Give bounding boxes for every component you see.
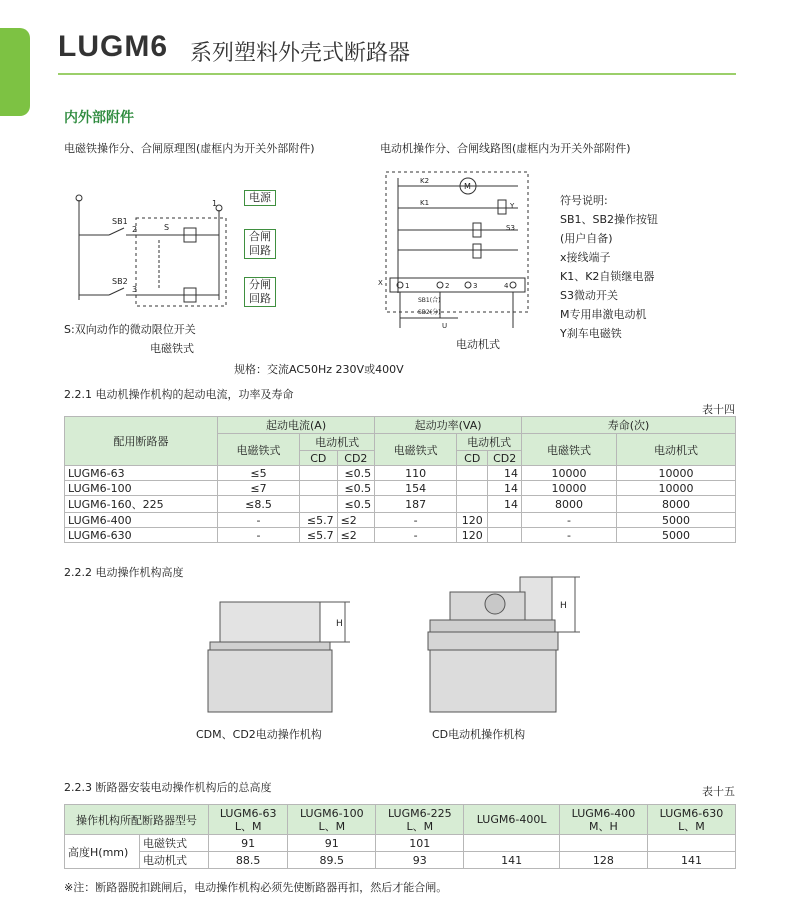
close-circuit-line2: 回路 <box>249 244 271 257</box>
terminal-1-label: 1 <box>405 282 410 290</box>
cell <box>647 835 735 852</box>
legend-line: Y刹车电磁铁 <box>560 327 622 340</box>
th-col <box>209 805 288 835</box>
cell: ≤8.5 <box>218 496 300 513</box>
cell <box>457 466 488 481</box>
left-diagram-subcaption: 电磁铁式 <box>150 342 194 355</box>
height-h-label: H <box>336 619 343 629</box>
symbol-legend <box>560 191 658 343</box>
cell: ≤0.5 <box>337 466 375 481</box>
cell: 91 <box>288 835 376 852</box>
cell: - <box>218 528 300 543</box>
close-circuit-line1: 合闸 <box>249 230 271 243</box>
cell: 120 <box>457 513 488 528</box>
legend-line: K1、K2自锁继电器 <box>560 270 655 283</box>
terminal-2-label: 2 <box>132 225 138 234</box>
cell: ≤2 <box>337 528 375 543</box>
cell <box>559 835 647 852</box>
spec-text: 规格：交流AC50Hz 230V或400V <box>234 363 404 376</box>
legend-line: (用户自备) <box>560 232 613 245</box>
u-label: U <box>442 322 448 330</box>
open-circuit-line2: 回路 <box>249 292 271 305</box>
col-frame: L、M <box>678 819 705 833</box>
th-power-mo: 电动机式 <box>457 434 522 451</box>
cell: LUGM6-160、225 <box>65 496 218 513</box>
cell: 8000 <box>522 496 617 513</box>
table-row <box>65 496 736 513</box>
col-frame: L、M <box>406 819 434 833</box>
cell: 10000 <box>617 481 736 496</box>
open-circuit-line1: 分闸 <box>249 278 271 291</box>
cell: 8000 <box>617 496 736 513</box>
cdm-cd2-caption: CDM、CD2电动操作机构 <box>196 728 322 741</box>
terminal-2-label: 2 <box>445 282 450 290</box>
table-row <box>65 852 736 869</box>
th-cd2: CD2 <box>488 451 522 466</box>
cell <box>464 835 560 852</box>
legend-line: x接线端子 <box>560 251 611 264</box>
open-circuit-box <box>244 277 276 307</box>
page-title-text: 系列塑料外壳式断路器 <box>190 41 411 66</box>
cell: 141 <box>464 852 560 869</box>
cell: 93 <box>376 852 464 869</box>
close-circuit-box <box>244 229 276 259</box>
total-height-table <box>64 804 736 869</box>
cell: - <box>375 528 457 543</box>
legend-line: M专用串激电动机 <box>560 308 647 321</box>
table15-title: 2.2.3 断路器安装电动操作机构后的总高度 <box>64 781 272 794</box>
cell: 101 <box>376 835 464 852</box>
title-underline <box>58 73 736 75</box>
right-diagram-caption: 电动机操作分、合闸线路图(虚框内为开关外部附件) <box>380 142 631 155</box>
cell: 10000 <box>617 466 736 481</box>
table-row <box>65 466 736 481</box>
cell: 120 <box>457 528 488 543</box>
table15-tag: 表十五 <box>702 785 735 798</box>
sb1-label: SB1 <box>112 217 128 226</box>
x-terminal-label: X <box>378 279 383 287</box>
cell <box>300 466 338 481</box>
cd-mechanism-drawing <box>420 572 590 717</box>
cell: LUGM6-100 <box>65 481 218 496</box>
row-height-label: 高度H(mm) <box>65 835 140 869</box>
legend-line: S3微动开关 <box>560 289 618 302</box>
row-em-label: 电磁铁式 <box>140 835 209 852</box>
th-cd: CD <box>300 451 338 466</box>
side-tab-marker <box>0 28 30 116</box>
cdm-cd2-mechanism-drawing <box>200 592 370 717</box>
cell: - <box>522 513 617 528</box>
cell: ≤5 <box>218 466 300 481</box>
left-diagram-caption: 电磁铁操作分、合闸原理图(虚框内为开关外部附件) <box>64 142 315 155</box>
th-cd: CD <box>457 451 488 466</box>
k1-label: K1 <box>420 199 430 207</box>
cell: ≤7 <box>218 481 300 496</box>
th-current: 起动电流(A) <box>218 417 375 434</box>
cell: 14 <box>488 481 522 496</box>
cell: LUGM6-630 <box>65 528 218 543</box>
cell: 154 <box>375 481 457 496</box>
motor-circuit-diagram <box>378 168 538 338</box>
col-model: LUGM6-100 <box>299 806 364 820</box>
switch-s-label: S <box>164 223 170 232</box>
col-model: LUGM6-400 <box>571 806 636 820</box>
legend-title: 符号说明: <box>560 194 608 207</box>
cell: 89.5 <box>288 852 376 869</box>
terminal-4-label: 4 <box>504 282 509 290</box>
table-row <box>65 513 736 528</box>
table-row <box>65 835 736 852</box>
s-switch-note: S:双向动作的微动限位开关 <box>64 323 196 336</box>
cell: ≤5.7 <box>300 528 338 543</box>
sb2-open-label: SB2(分) <box>418 309 441 316</box>
cell <box>457 481 488 496</box>
th-power: 起动功率(VA) <box>375 417 522 434</box>
height-section-title: 2.2.2 电动操作机构高度 <box>64 566 184 579</box>
cell <box>488 513 522 528</box>
terminal-3-label: 3 <box>132 285 138 294</box>
th-power-em: 电磁铁式 <box>375 434 457 466</box>
startup-table <box>64 416 736 543</box>
cell: - <box>522 528 617 543</box>
sb2-label: SB2 <box>112 277 128 286</box>
cell: ≤0.5 <box>337 481 375 496</box>
terminal-1-label: 1 <box>212 199 218 208</box>
electromagnet-circuit-diagram <box>64 180 244 310</box>
power-box: 电源 <box>244 190 276 206</box>
col-model: LUGM6-630 <box>659 806 724 820</box>
cell: 187 <box>375 496 457 513</box>
col-frame: L、M <box>318 819 346 833</box>
cell <box>300 496 338 513</box>
cell <box>300 481 338 496</box>
th-model-type: 操作机构所配断路器型号 <box>65 805 209 835</box>
cd-caption: CD电动机操作机构 <box>432 728 526 741</box>
col-model: LUGM6-63 <box>219 806 277 820</box>
th-col <box>647 805 735 835</box>
cell <box>488 528 522 543</box>
cell: 128 <box>559 852 647 869</box>
cell: 14 <box>488 496 522 513</box>
th-current-em: 电磁铁式 <box>218 434 300 466</box>
cell: LUGM6-400 <box>65 513 218 528</box>
table14-title: 2.2.1 电动机操作机构的起动电流，功率及寿命 <box>64 388 294 401</box>
section-heading: 内外部附件 <box>64 110 134 126</box>
legend-line: SB1、SB2操作按钮 <box>560 213 659 226</box>
table-row <box>65 481 736 496</box>
cell: 91 <box>209 835 288 852</box>
height-h-label: H <box>560 601 567 611</box>
cell <box>457 496 488 513</box>
th-model: 配用断路器 <box>65 417 218 466</box>
col-frame: L、M <box>234 819 262 833</box>
terminal-3-label: 3 <box>473 282 478 290</box>
cell: 10000 <box>522 481 617 496</box>
col-model: LUGM6-225 <box>387 806 452 820</box>
th-cd2: CD2 <box>337 451 375 466</box>
sb1-close-label: SB1(合) <box>418 297 441 304</box>
th-col <box>559 805 647 835</box>
cell: 5000 <box>617 513 736 528</box>
cell: LUGM6-63 <box>65 466 218 481</box>
cell: - <box>375 513 457 528</box>
page-title-model: LUGM6 <box>58 30 168 63</box>
cell: 88.5 <box>209 852 288 869</box>
table14-tag: 表十四 <box>702 403 735 416</box>
cell: ≤0.5 <box>337 496 375 513</box>
cell: ≤5.7 <box>300 513 338 528</box>
footnote: ※注：断路器脱扣跳闸后，电动操作机构必须先使断路器再扣，然后才能合闸。 <box>64 881 448 894</box>
col-frame: M、H <box>589 819 618 833</box>
col-model: LUGM6-400L <box>476 813 547 826</box>
cell: ≤2 <box>337 513 375 528</box>
table-row <box>65 528 736 543</box>
motor-m-label: M <box>464 182 471 191</box>
th-life-em: 电磁铁式 <box>522 434 617 466</box>
th-life-mo: 电动机式 <box>617 434 736 466</box>
cell: 5000 <box>617 528 736 543</box>
th-col <box>376 805 464 835</box>
k2-label: K2 <box>420 177 430 185</box>
row-mo-label: 电动机式 <box>140 852 209 869</box>
cell: 10000 <box>522 466 617 481</box>
th-life: 寿命(次) <box>522 417 736 434</box>
cell: 110 <box>375 466 457 481</box>
th-col <box>288 805 376 835</box>
cell: 14 <box>488 466 522 481</box>
s3-label: S3 <box>506 224 515 232</box>
th-col <box>464 805 560 835</box>
th-current-mo: 电动机式 <box>300 434 375 451</box>
brake-y-label: Y <box>510 202 515 210</box>
cell: 141 <box>647 852 735 869</box>
right-diagram-subcaption: 电动机式 <box>456 338 500 351</box>
cell: - <box>218 513 300 528</box>
